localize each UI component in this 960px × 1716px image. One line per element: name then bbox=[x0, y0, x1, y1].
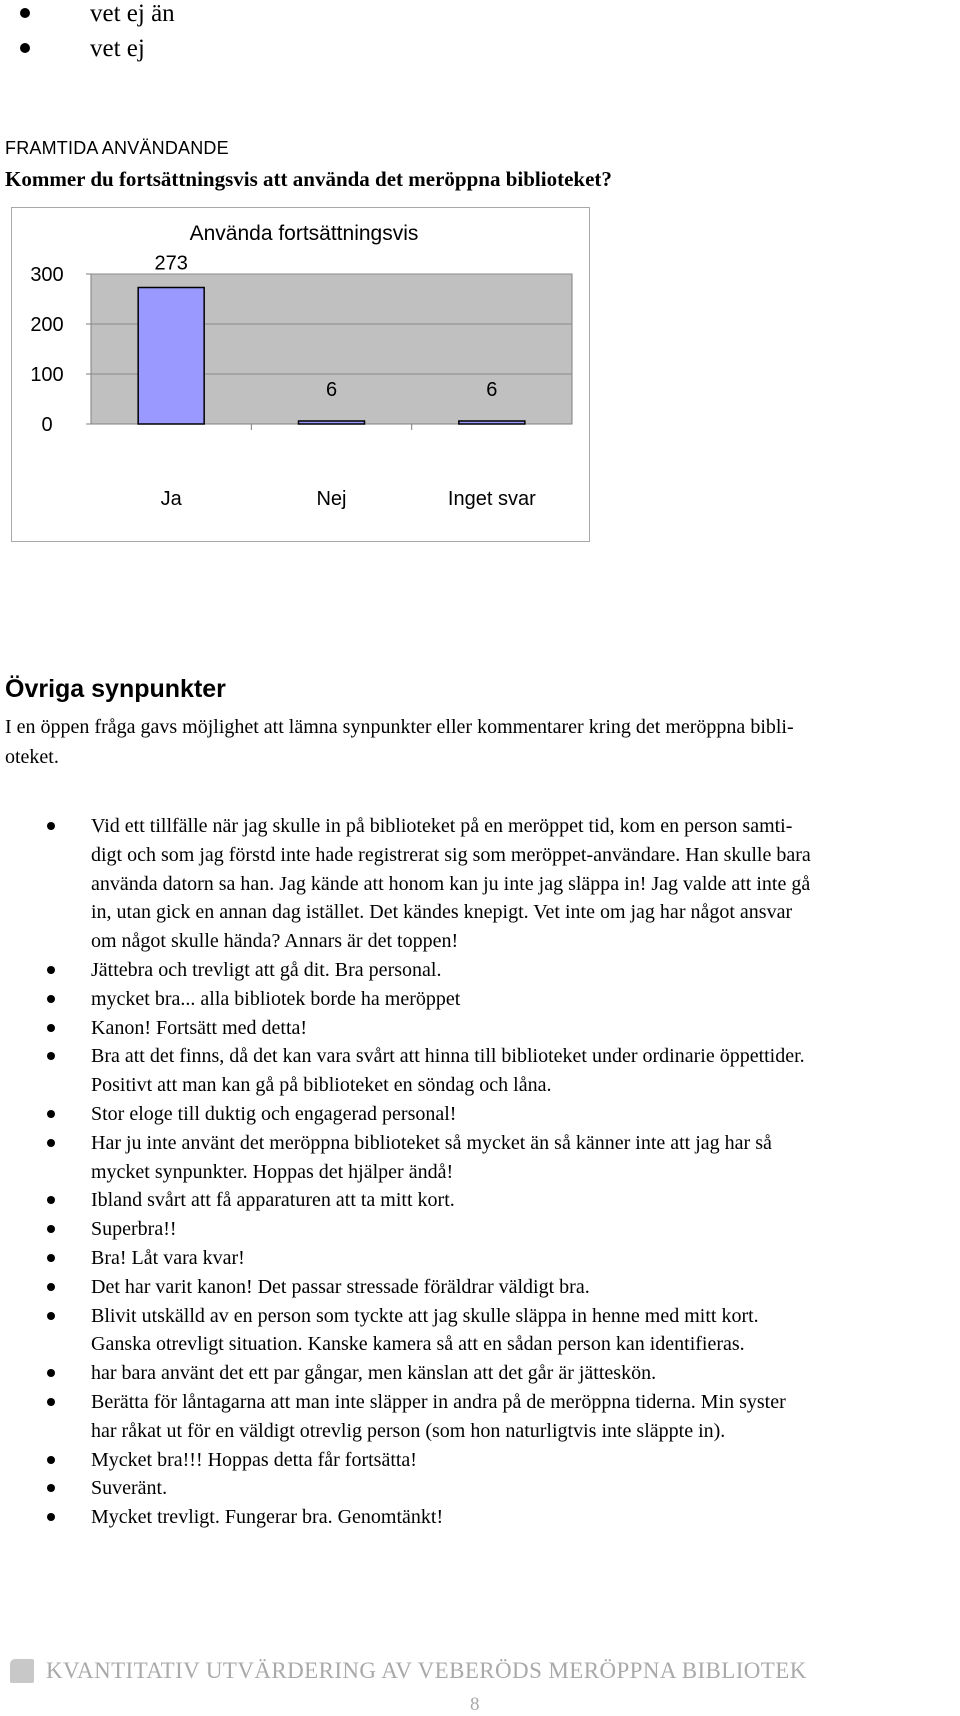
comment-line: Vid ett tillfälle när jag skulle in på biblioteket på en meröppet tid, kom en person samti- bbox=[91, 815, 793, 837]
y-tick-label: 0 bbox=[41, 414, 53, 436]
intro-paragraph: I en öppen fråga gavs möjlighet att lämna synpunkter eller kommentarer kring det meröppna bibli- oteket. bbox=[5, 716, 794, 768]
bar bbox=[138, 288, 204, 425]
comment-line: Ibland svårt att få apparaturen att ta mitt kort. bbox=[91, 1189, 455, 1212]
x-category-label: Nej bbox=[316, 488, 347, 510]
comment-item bbox=[47, 1359, 952, 1388]
comment-line: har bara använt det ett par gångar, men känslan att det går är jätteskön. bbox=[91, 1362, 657, 1385]
comment-item bbox=[47, 985, 952, 1014]
comment-item bbox=[47, 956, 952, 985]
footer-title: KVANTITATIV UTVÄRDERING AV VEBERÖDS MERÖPPNA BIBLIOTEK bbox=[46, 1658, 807, 1683]
comment-item bbox=[47, 1129, 952, 1187]
comment-line: Kanon! Fortsätt med detta! bbox=[91, 1016, 308, 1039]
footer-logo-icon bbox=[10, 1659, 34, 1683]
comment-line: Positivt att man kan gå på biblioteket en söndag och låna. bbox=[91, 1074, 552, 1097]
question-heading: Kommer du fortsättningsvis att använda det meröppna biblioteket? bbox=[5, 167, 612, 191]
comment-line: Ganska otrevligt situation. Kanske kamera så att en sådan person kan identifieras. bbox=[91, 1333, 745, 1356]
comment-line: digt och som jag förstd inte hade registrerat sig som meröppet-användare. Han skulle bara bbox=[91, 843, 811, 866]
top-bullet-list bbox=[20, 0, 420, 70]
y-tick-label: 300 bbox=[30, 264, 64, 286]
bullet-icon bbox=[47, 1052, 55, 1060]
y-tick-label: 200 bbox=[30, 314, 64, 336]
bullet-icon bbox=[47, 1254, 55, 1262]
comment-list bbox=[47, 812, 952, 1532]
bullet-icon bbox=[47, 1024, 55, 1032]
list-item bbox=[20, 0, 420, 35]
page-footer bbox=[10, 1654, 930, 1690]
comment-line: Bra att det finns, då det kan vara svårt att hinna till biblioteket under ordinarie öppettider. bbox=[91, 1045, 805, 1068]
comment-line: Har ju inte använt det meröppna biblioteket så mycket än så känner inte att jag har så bbox=[91, 1131, 772, 1154]
bullet-icon bbox=[47, 822, 55, 830]
comment-line: Det har varit kanon! Det passar stressade föräldrar väldigt bra. bbox=[91, 1275, 590, 1298]
comment-line: Blivit utskälld av en person som tyckte att jag skulle släppa in henne med mitt kort. bbox=[91, 1304, 759, 1327]
bar-chart bbox=[0, 207, 600, 547]
bullet-icon bbox=[47, 1312, 55, 1320]
comment-line: mycket bra... alla bibliotek borde ha meröppet bbox=[91, 987, 461, 1010]
list-item-text: vet ej än bbox=[90, 0, 175, 27]
comment-item bbox=[47, 1474, 952, 1503]
comment-line: om något skulle hända? Annars är det toppen! bbox=[91, 930, 459, 953]
comment-line: använda datorn sa han. Jag kände att honom kan ju inte jag släppa in! Jag valde att inte gå bbox=[91, 872, 811, 895]
bar bbox=[299, 421, 365, 424]
section-kicker: FRAMTIDA ANVÄNDANDE bbox=[5, 138, 229, 158]
comment-item bbox=[47, 1100, 952, 1129]
comment-line: mycket synpunkter. Hoppas det hjälper ändå! bbox=[91, 1160, 454, 1183]
bullet-icon bbox=[47, 966, 55, 974]
comment-item bbox=[47, 1302, 952, 1360]
list-item bbox=[20, 35, 420, 70]
bullet-icon bbox=[47, 1484, 55, 1492]
bullet-icon bbox=[20, 43, 30, 53]
comment-line: Mycket trevligt. Fungerar bra. Genomtänkt! bbox=[91, 1506, 444, 1529]
data-label: 6 bbox=[486, 379, 498, 401]
data-label: 6 bbox=[325, 379, 338, 401]
bullet-icon bbox=[47, 1110, 55, 1118]
comment-item bbox=[47, 812, 952, 956]
bullet-icon bbox=[47, 1283, 55, 1291]
list-item-text: vet ej bbox=[90, 35, 145, 62]
comment-line: Superbra!! bbox=[91, 1218, 177, 1241]
bullet-icon bbox=[47, 995, 55, 1003]
comment-item bbox=[47, 1388, 952, 1446]
comment-line: Suveränt. bbox=[91, 1477, 168, 1500]
chart-title: Använda fortsättningsvis bbox=[189, 222, 419, 245]
comment-item bbox=[47, 1042, 952, 1100]
comment-item bbox=[47, 1273, 952, 1302]
comment-item bbox=[47, 1446, 952, 1475]
page-number: 8 bbox=[470, 1694, 480, 1715]
bar bbox=[459, 421, 525, 424]
comment-item bbox=[47, 1215, 952, 1244]
bullet-icon bbox=[47, 1513, 55, 1521]
data-label: 273 bbox=[154, 252, 188, 275]
comment-item bbox=[47, 1244, 952, 1273]
bullet-icon bbox=[47, 1398, 55, 1406]
bullet-icon bbox=[47, 1196, 55, 1204]
bullet-icon bbox=[47, 1225, 55, 1233]
comment-item bbox=[47, 1014, 952, 1043]
bullet-icon bbox=[47, 1139, 55, 1147]
x-category-label: Inget svar bbox=[447, 488, 536, 510]
comment-line: Bra! Låt vara kvar! bbox=[91, 1246, 245, 1269]
comment-line: har råkat ut för en väldigt otrevlig person (som hon naturligtvis inte släppte in). bbox=[91, 1419, 726, 1442]
bullet-icon bbox=[20, 8, 30, 18]
comment-line: in, utan gick en annan dag istället. Det kändes knepigt. Vet inte om jag har något ansvar bbox=[91, 901, 793, 924]
comment-line: Berätta för låntagarna att man inte släpper in andra på de meröppna tiderna. Min syster bbox=[91, 1390, 786, 1413]
y-tick-label: 100 bbox=[30, 364, 64, 386]
bullet-icon bbox=[47, 1456, 55, 1464]
comment-item bbox=[47, 1186, 952, 1215]
comment-line: Mycket bra!!! Hoppas detta får fortsätta! bbox=[91, 1448, 417, 1471]
x-category-label: Ja bbox=[160, 488, 182, 510]
comment-line: Stor eloge till duktig och engagerad personal! bbox=[91, 1102, 457, 1125]
bullet-icon bbox=[47, 1369, 55, 1377]
comment-line: Jättebra och trevligt att gå dit. Bra personal. bbox=[91, 958, 442, 981]
section-heading: Övriga synpunkter bbox=[5, 675, 226, 703]
comment-item bbox=[47, 1503, 952, 1532]
